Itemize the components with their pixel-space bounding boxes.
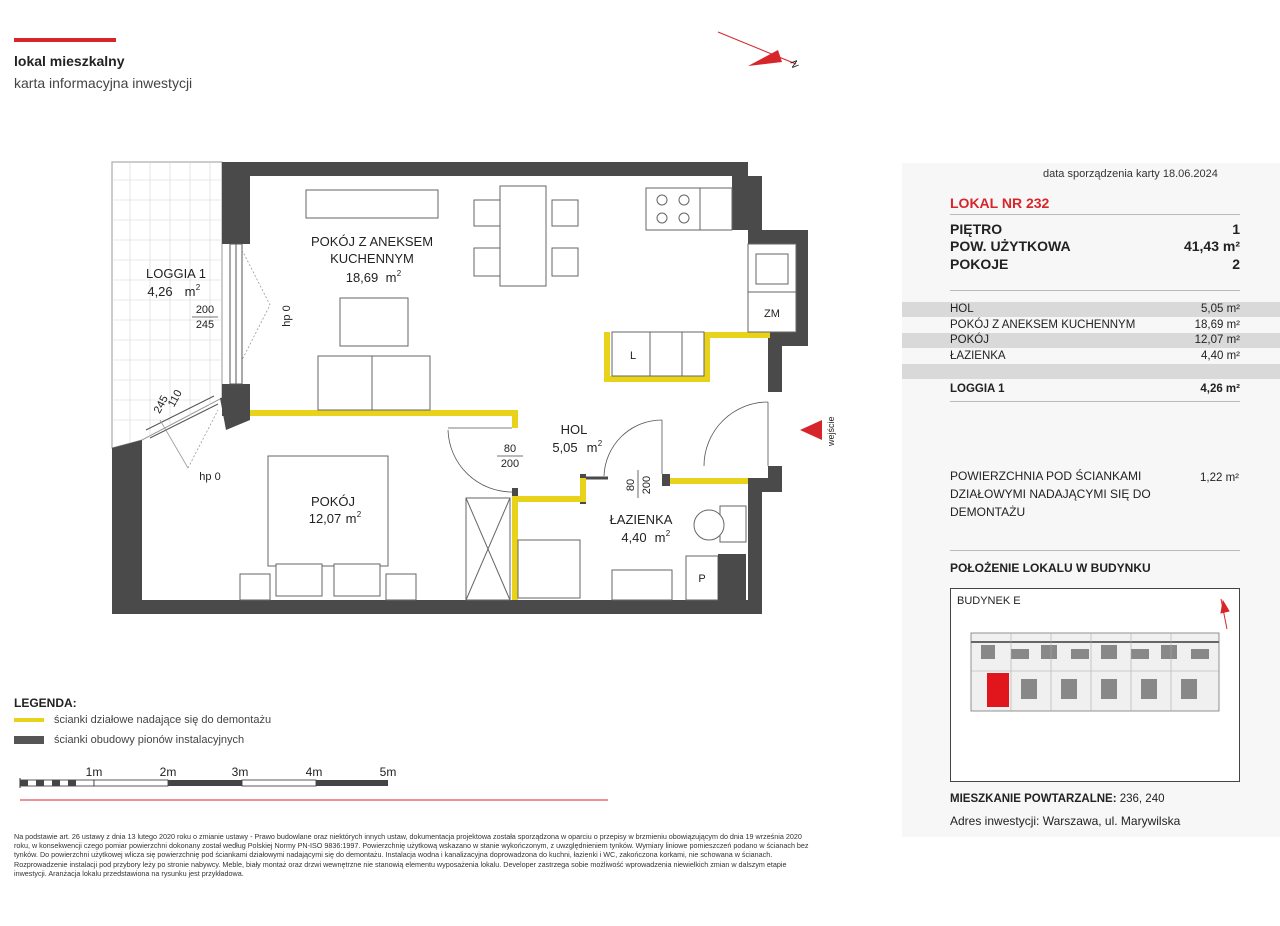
scale-label-1m: 1m	[85, 765, 103, 779]
scale-bar	[20, 765, 608, 800]
spec-floor: PIĘTRO 1	[950, 221, 1240, 237]
svg-text:200: 200	[641, 475, 653, 495]
room-row-living: POKÓJ Z ANEKSEM KUCHENNYM 18,69 m²	[950, 319, 1240, 331]
pokoj-area: 12,07	[308, 511, 342, 526]
scale-label-4m: 4m	[305, 765, 323, 779]
unit-location-highlight	[987, 673, 1009, 707]
svg-text:80: 80	[503, 443, 517, 455]
svg-text:m: m	[654, 530, 666, 545]
room-row-lazienka: ŁAZIENKA 4,40 m²	[950, 350, 1240, 362]
location-title: POŁOŻENIE LOKALU W BUDYNKU	[950, 561, 1151, 575]
hol-name: HOL	[560, 422, 588, 437]
separator	[950, 550, 1240, 551]
legend-label: ścianki obudowy pionów instalacyjnych	[54, 734, 245, 746]
north-label: N	[787, 59, 801, 70]
living-room-name: POKÓJ Z ANEKSEM	[310, 234, 434, 249]
pokoj-name: POKÓJ	[310, 494, 356, 509]
lazienka-name: ŁAZIENKA	[609, 512, 673, 527]
room-row-empty	[902, 364, 1280, 379]
north-arrow-icon	[718, 32, 800, 70]
mini-north-icon	[1221, 599, 1229, 629]
hol-area: 5,05	[552, 440, 578, 455]
svg-text:245: 245	[151, 393, 171, 416]
card-date: data sporządzenia karty 18.06.2024	[1043, 168, 1218, 180]
unit-number: LOKAL NR 232	[950, 195, 1050, 211]
svg-text:hp 0: hp 0	[281, 305, 293, 327]
separator	[950, 401, 1240, 402]
svg-text:m: m	[586, 440, 598, 455]
legend-item-demountable	[14, 714, 271, 726]
lazienka-area: 4,40	[621, 530, 647, 545]
demountable-walls-value: 1,22 m²	[1200, 472, 1239, 484]
svg-text:2: 2	[396, 269, 402, 278]
svg-text:80: 80	[625, 478, 637, 492]
svg-text:m: m	[385, 270, 397, 285]
svg-text:200: 200	[195, 304, 215, 316]
document-subtitle: karta informacyjna inwestycji	[14, 75, 193, 91]
entrance-label: wejście	[826, 416, 836, 446]
room-row-loggia: LOGGIA 1 4,26 m²	[950, 383, 1240, 395]
demountable-walls-label: POWIERZCHNIA POD ŚCIANKAMI DZIAŁOWYMI NADAJĄCYMI SIĘ DO DEMONTAŻU	[950, 469, 1151, 519]
svg-text:m: m	[345, 511, 357, 526]
scale-label-5m: 5m	[379, 765, 397, 779]
living-room-area: 18,69	[345, 270, 379, 285]
svg-text:2: 2	[356, 510, 362, 519]
building-location-map	[950, 588, 1240, 782]
svg-text:2: 2	[665, 529, 671, 538]
svg-text:m: m	[184, 284, 196, 299]
separator	[950, 290, 1240, 291]
svg-text:110: 110	[165, 388, 185, 410]
building-label: BUDYNEK E	[957, 595, 1021, 607]
svg-text:200: 200	[500, 458, 520, 470]
legend-title: LEGENDA:	[14, 696, 77, 710]
svg-text:2: 2	[597, 439, 603, 448]
bathroom-shaft	[718, 554, 746, 600]
legal-footnote: Na podstawie art. 26 ustawy z dnia 13 lutego 2020 roku o zmianie ustawy - Prawo budowlane oraz niektórych innych ustaw, dokumentacja projektowa została sporządzona w oparciu o przepisy w brzmieniu obowiązującym do dnia 19 września 2020 roku, w konsekwencji czego pomiar powierzchni dokonany został według Polskiej Normy PN-ISO 9836:1997. Powierzchnię użytkową wskazano w stanie wykończonym, z uwzględnieniem tynków. Wymiary liniowe pomieszczeń podano w ścianach bez tynków. Do powierzchni użytkowej wlicza się powierzchnię pod ściankami działowymi nadającymi się do demontażu. Instalacja wodna i kanalizacyjna doprowadzona do kuchni, łazienki i WC, zakończona korkami, nie schowana w ścianach. Rozprowadzenie instalacji pod przybory leży po stronie nabywcy. Meble, biały montaż oraz drzwi wewnętrzne nie stanowią elementu wyposażenia lokalu. Developer zastrzega sobie możliwość wprowadzenia niewielkich zmian w dalszym etapie inwestycji. Aranżacja lokalu przedstawiona na rysunku jest przykładowa.	[14, 832, 809, 878]
building-plan-thumbnail	[951, 589, 1241, 783]
loggia-name: LOGGIA 1	[146, 266, 206, 281]
scale-label-2m: 2m	[159, 765, 177, 779]
legend-swatch-yellow	[14, 718, 44, 722]
svg-text:hp 0: hp 0	[199, 471, 221, 483]
document-title: lokal mieszkalny	[14, 53, 125, 69]
loggia-area: 4,26	[147, 284, 173, 299]
room-row-pokoj: POKÓJ 12,07 m²	[902, 333, 1280, 348]
zm-label: ZM	[764, 308, 780, 320]
separator	[950, 214, 1240, 215]
legend-item-shaft	[14, 734, 244, 746]
l-label: L	[629, 350, 637, 362]
repeat-units: MIESZKANIE POWTARZALNE: 236, 240	[950, 793, 1165, 805]
room-row-hol: HOL 5,05 m²	[902, 302, 1280, 317]
p-label: P	[698, 573, 706, 585]
living-room-name-2: KUCHENNYM	[330, 251, 414, 266]
spec-rooms: POKOJE 2	[950, 256, 1240, 272]
scale-label-3m: 3m	[231, 765, 249, 779]
svg-text:2: 2	[195, 283, 201, 292]
investment-address: Adres inwestycji: Warszawa, ul. Marywilska	[950, 814, 1181, 828]
legend-swatch-grey	[14, 736, 44, 744]
svg-text:245: 245	[195, 319, 215, 331]
entrance-marker	[800, 416, 836, 447]
legend-label: ścianki działowe nadające się do demontażu	[54, 714, 272, 726]
spec-area: POW. UŻYTKOWA 41,43 m²	[950, 238, 1240, 254]
